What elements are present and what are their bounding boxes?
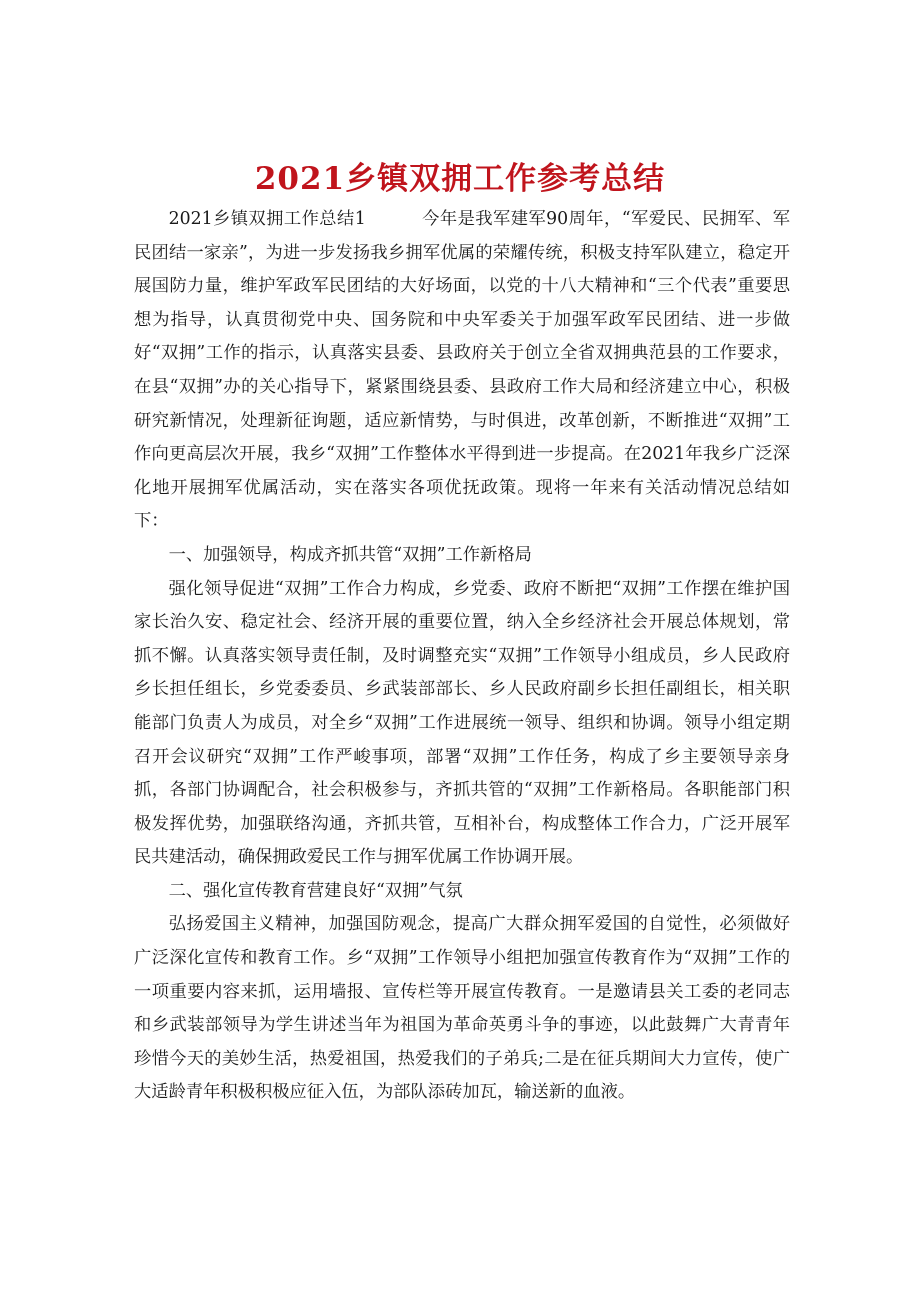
intro-paragraph — [134, 203, 790, 539]
section2-paragraph: 弘扬爱国主义精神，加强国防观念，提高广大群众拥军爱国的自觉性，必须做好广泛深化宣传和教育工作。乡“双拥”工作领导小组把加强宣传教育作为“双拥”工作的一项重要内容来抓，运用墙报、宣传栏等开展宣传教育。一是邀请县关工委的老同志和乡武装部领导为学生讲述当年为祖国为革命英勇斗争的事迹，以此鼓舞广大青青年珍惜今天的美妙生活，热爱祖国，热爱我们的子弟兵;二是在征兵期间大力宣传，使广大适龄青年积极积极应征入伍，为部队添砖加瓦，输送新的血液。 — [134, 914, 790, 1103]
section2-heading: 二、强化宣传教育营建良好“双拥”气氛 — [168, 880, 463, 901]
section1-paragraph: 强化领导促进“双拥”工作合力构成，乡党委、政府不断把“双拥”工作摆在维护国家长治久安、稳定社会、经济开展的重要位置，纳入全乡经济社会开展总体规划，常抓不懈。认真落实领导责任制，及时调整充实“双拥”工作领导小组成员，乡人民政府乡长担任组长，乡党委委员、乡武装部部长、乡人民政府副乡长担任副组长，相关职能部门负责人为成员，对全乡“双拥”工作进展统一领导、组织和协调。领导小组定期召开会议研究“双拥”工作严峻事项，部署“双拥”工作任务，构成了乡主要领导亲身抓，各部门协调配合，社会积极参与，齐抓共管的“双拥”工作新格局。各职能部门积极发挥优势，加强联络沟通，齐抓共管，互相补台，构成整体工作合力，广泛开展军民共建活动，确保拥政爱民工作与拥军优属工作协调开展。 — [134, 578, 790, 868]
document-title: 2021乡镇双拥工作参考总结 — [254, 161, 666, 197]
document-body — [134, 203, 790, 1110]
intro-label: 2021乡镇双拥工作总结1 — [168, 209, 366, 229]
section1-heading: 一、加强领导，构成齐抓共管“双拥”工作新格局 — [168, 544, 532, 565]
intro-text: 今年是我军建军90周年，“军爱民、民拥军、军民团结一家亲”，为进一步发扬我乡拥军优属的荣耀传统，积极支持军队建立，稳定开展国防力量，维护军政军民团结的大好场面，以党的十八大精神和“三个代表”重要思想为指导，认真贯彻党中央、国务院和中央军委关于加强军政军民团结、进一步做好“双拥”工作的指示，认真落实县委、县政府关于创立全省双拥典范县的工作要求，在县“双拥”办的关心指导下，紧紧围绕县委、县政府工作大局和经济建立中心，积极研究新情况，处理新征询题，适应新情势，与时俱进，改革创新，不断推进“双拥”工作向更高层次开展，我乡“双拥”工作整体水平得到进一步提高。在2021年我乡广泛深化地开展拥军优属活动，实在落实各项优抚政策。现将一年来有关活动情况总结如下： — [134, 209, 790, 532]
